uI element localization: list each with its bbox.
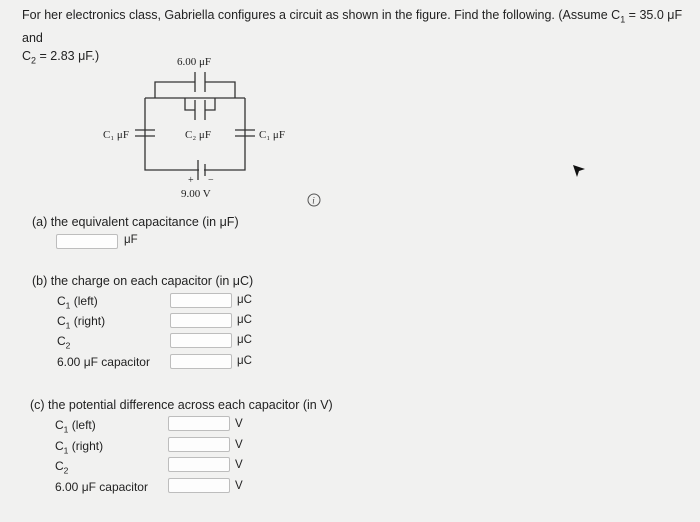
row-subscript: 1 bbox=[63, 445, 69, 456]
top-capacitor-label: 6.00 μF bbox=[177, 56, 212, 68]
part-a-unit: μF bbox=[124, 234, 138, 246]
part-b-six-uf-charge-input[interactable] bbox=[170, 354, 232, 369]
part-c-row-label bbox=[55, 439, 103, 455]
part-c-row-label bbox=[55, 418, 96, 434]
battery-voltage-label: 9.00 V bbox=[181, 188, 211, 200]
info-icon-glyph: i bbox=[312, 195, 315, 206]
part-c-c1-left-voltage-input[interactable] bbox=[168, 416, 230, 431]
part-b-row-label bbox=[57, 314, 105, 330]
battery-plus-sign: + bbox=[188, 175, 194, 186]
row-suffix: (left) bbox=[70, 294, 98, 308]
part-b-unit: μC bbox=[237, 355, 252, 367]
circuit-wire-c2 bbox=[185, 98, 215, 110]
part-c-unit: V bbox=[235, 439, 243, 451]
c2-symbol: C bbox=[22, 48, 32, 63]
part-b-c1-right-charge-input[interactable] bbox=[170, 313, 232, 328]
part-c-c1-right-voltage-input[interactable] bbox=[168, 437, 230, 452]
part-c-unit: V bbox=[235, 459, 243, 471]
row-symbol: C bbox=[57, 294, 66, 308]
part-b-unit: μC bbox=[237, 314, 252, 326]
part-c-unit: V bbox=[235, 418, 243, 430]
c1-right-label: C₁ μF bbox=[259, 129, 285, 141]
row-subscript: 2 bbox=[65, 340, 71, 351]
c2-label: C₂ μF bbox=[185, 129, 211, 141]
row-symbol: C bbox=[55, 439, 64, 453]
part-a-equivalent-capacitance-input[interactable] bbox=[56, 234, 118, 249]
part-b-unit: μC bbox=[237, 334, 252, 346]
part-b-c2-charge-input[interactable] bbox=[170, 333, 232, 348]
row-symbol: C bbox=[55, 418, 64, 432]
part-b-unit: μC bbox=[237, 294, 252, 306]
part-a-title: (a) the equivalent capacitance (in μF) bbox=[32, 215, 239, 229]
row-symbol: 6.00 μF capacitor bbox=[55, 480, 148, 494]
mouse-cursor-icon bbox=[571, 163, 587, 179]
part-c-row-label bbox=[55, 459, 68, 475]
row-subscript: 1 bbox=[63, 424, 69, 435]
c1-subscript: 1 bbox=[620, 14, 626, 25]
row-symbol: C bbox=[55, 459, 64, 473]
c2-subscript: 2 bbox=[31, 55, 37, 65]
part-c-unit: V bbox=[235, 480, 243, 492]
row-symbol: C bbox=[57, 334, 66, 348]
c2-given-value: = 2.83 μF.) bbox=[36, 48, 100, 63]
battery-minus-sign: − bbox=[208, 175, 214, 186]
row-symbol: 6.00 μF capacitor bbox=[57, 355, 150, 369]
c1-given-value: = 35.0 μF and bbox=[22, 8, 683, 45]
problem-intro: For her electronics class, Gabriella configures a circuit as shown in the figure. Find the following. (Assume C bbox=[22, 8, 621, 22]
part-b-row-label bbox=[57, 294, 98, 310]
row-symbol: C bbox=[57, 314, 66, 328]
part-c-six-uf-voltage-input[interactable] bbox=[168, 478, 230, 493]
part-c-c2-voltage-input[interactable] bbox=[168, 457, 230, 472]
part-b-c1-left-charge-input[interactable] bbox=[170, 293, 232, 308]
part-c-title: (c) the potential difference across each capacitor (in V) bbox=[30, 398, 333, 412]
part-b-row-label bbox=[57, 334, 70, 350]
battery-gap bbox=[199, 168, 204, 172]
part-b-row-label bbox=[57, 355, 150, 371]
part-b-title: (b) the charge on each capacitor (in μC) bbox=[32, 274, 254, 288]
info-icon[interactable] bbox=[307, 193, 321, 207]
row-subscript: 1 bbox=[65, 300, 71, 311]
row-suffix: (right) bbox=[68, 439, 104, 453]
row-subscript: 1 bbox=[65, 320, 71, 331]
circuit-diagram bbox=[95, 50, 315, 205]
row-suffix: (left) bbox=[68, 418, 96, 432]
row-subscript: 2 bbox=[63, 465, 69, 476]
c1-left-label: C₁ μF bbox=[103, 129, 129, 141]
part-c-row-label bbox=[55, 480, 148, 496]
row-suffix: (right) bbox=[70, 314, 106, 328]
